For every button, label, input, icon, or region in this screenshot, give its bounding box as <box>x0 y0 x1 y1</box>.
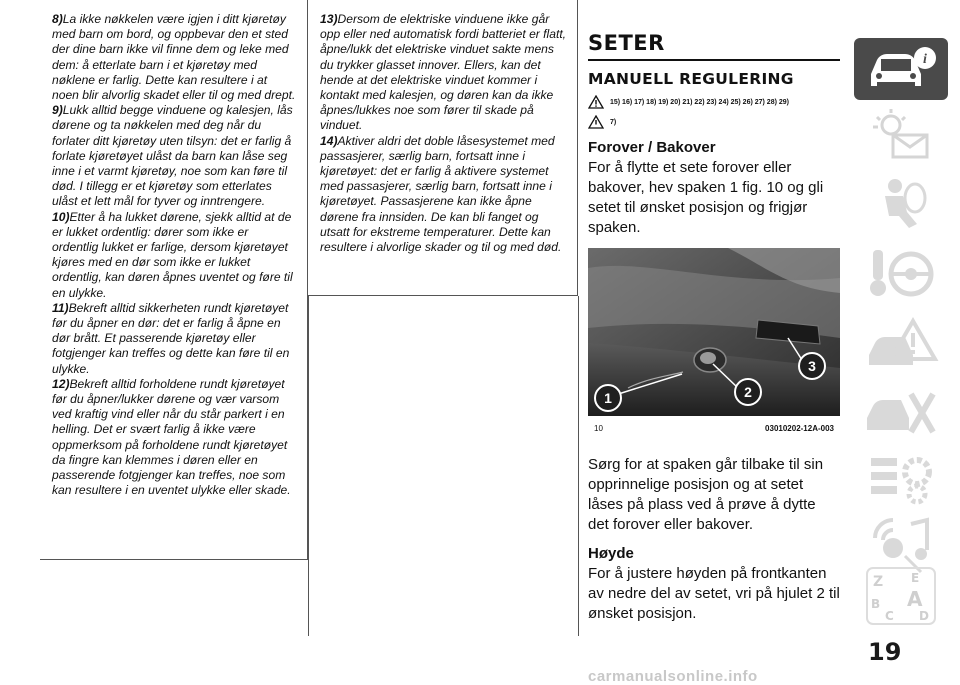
tab-key-steering[interactable] <box>854 238 948 308</box>
column-divider <box>308 296 309 636</box>
tab-index[interactable] <box>854 560 948 630</box>
warning-crash-icon <box>861 315 941 375</box>
tab-warning-crash[interactable] <box>854 312 948 378</box>
svg-text:E: E <box>911 571 920 585</box>
caution-ref-list: 7) <box>610 118 617 126</box>
tab-airbag-safety[interactable] <box>854 170 948 234</box>
forward-backward-heading: Forover / Bakover <box>588 139 716 156</box>
page-number: 19 <box>868 638 902 666</box>
section-title: SETER <box>588 31 840 61</box>
note-11: 11)Bekreft alltid sikkerheten rundt kjøretøyet før du åpner en dør: det er farlig å åpne en dør brått. Et passerende kjøretøy eller fotgjenger kan treffes og dette kan føre til en ulykke. <box>52 300 290 376</box>
seat-figure <box>588 248 840 416</box>
tab-gears-specs[interactable] <box>854 448 948 508</box>
forward-backward-text: For å flytte et sete forover eller bakover, hev spaken 1 fig. 10 og gli setet til ønsket posisjon og frigjør spaken. <box>588 159 824 236</box>
notes-column-1 <box>40 0 308 560</box>
warning-ref-list: 15) 16) 17) 18) 19) 20) 21) 22) 23) 24) 25) 26) 27) 28) 29) <box>610 98 789 106</box>
main-content-column <box>588 0 840 624</box>
gears-specs-icon <box>861 450 941 506</box>
warning-triangle-icon <box>588 95 604 109</box>
caution-icon <box>588 115 604 129</box>
maintenance-tools-icon <box>861 384 941 442</box>
figure-number: 10 <box>594 424 603 433</box>
lever-return-text: Sørg for at spaken går tilbake til sin opprinnelige posisjon og at setet låses på plass ved å prøve å dytte det forover eller bakover. <box>588 456 824 533</box>
svg-text:Z: Z <box>873 574 884 590</box>
note-14: 14)Aktiver aldri det doble låsesystemet med passasjerer, særlig barn, fortsatt inne i kjøretøyet: det er farlig å aktivere systemet med passasjerer, særlig barn, fortsatt inne i kjøretøyet. Passasjerene kan ikke åpne dørene fra innsiden. De kan bli fanget og utsatt for ekstreme temperaturer. Dette kan resultere i alvorlige skader og til og med død. <box>320 133 562 255</box>
key-steering-icon <box>861 240 941 306</box>
note-12: 12)Bekreft alltid forholdene rundt kjøretøyet før du åpner/lukker dørene og vær varsom ved kraftig vind eller når du står parkert i en helling. Det er svært farlig å ikke være oppmerksom på forholdene rundt kjøretøyet da fingre kan klemmes i døren eller en passerende fotgjenger kan treffes, noe som kan resultere i en uventet ulykke eller skade. <box>52 376 291 498</box>
tab-dashboard-lights[interactable] <box>854 104 948 166</box>
svg-text:i: i <box>923 52 927 67</box>
tab-car-info[interactable] <box>854 38 948 100</box>
warning-notes-box-1 <box>40 0 308 560</box>
note-10: 10)Etter å ha lukket dørene, sjekk alltid at de er lukket ordentlig: dører som ikke er ordentlig lukket er farlige, dersom kjøretøyet kjøres med en dør som ikke er lukket ordentlig, kan døren åpnes uventet og føre til en ulykke. <box>52 209 293 300</box>
column-divider <box>578 296 579 636</box>
figure-caption <box>588 424 840 433</box>
callout-3: 3 <box>798 352 826 380</box>
callout-2: 2 <box>734 378 762 406</box>
note-8: 8)La ikke nøkkelen være igjen i ditt kjøretøy med barn om bord, og oppbevar den et sted der dine barn ikke vil finne dem og leke med dem: å etterlate barn i et kjøretøy med nøklene er farlig. Dette kan resultere i at noen blir alvorlig skadet eller til og med drept. <box>52 12 296 103</box>
callout-1: 1 <box>594 384 622 412</box>
chapter-sidebar <box>852 0 950 678</box>
seat-photo <box>588 248 840 416</box>
airbag-safety-icon <box>861 172 941 232</box>
index-letters-icon <box>861 562 941 628</box>
tab-maintenance-tools[interactable] <box>854 382 948 444</box>
caution-references <box>588 115 840 129</box>
dashboard-lights-icon <box>861 107 941 163</box>
note-9: 9)Lukk alltid begge vinduene og kalesjen, lås dørene og ta nøkkelen med deg når du forlater ditt kjøretøy uten tilsyn: det er farlig å forlate kjøretøyet ulåst da barn kan låse seg inne i et varmt kjøretøy, noe som kan føre til død. I tillegg er et kjøretøy som etterlates ulåst et lett mål for tyver og inntrengere. <box>52 103 293 209</box>
watermark: carmanualsonline.info <box>588 668 758 685</box>
car-info-icon <box>861 44 941 94</box>
warning-references <box>588 95 840 109</box>
note-13: 13)Dersom de elektriske vinduene ikke går opp eller ned automatisk fordi batteriet er flatt, åpne/lukk det elektriske vinduet sakte mens du trykker glasset innover. Ellers, kan det hende at det elektriske vinduet kommer i kontakt med kalesjen, og døren kan da ikke åpnes/lukkes noe som fører til skade på vinduet. <box>320 12 567 133</box>
height-heading: Høyde <box>588 545 634 562</box>
svg-text:B: B <box>871 597 881 611</box>
svg-text:A: A <box>907 587 923 611</box>
warning-notes-box-2 <box>308 0 578 296</box>
section-subtitle: MANUELL REGULERING <box>588 70 794 88</box>
svg-text:C: C <box>885 609 894 623</box>
svg-text:D: D <box>919 609 929 623</box>
height-text: For å justere høyden på frontkanten av nedre del av setet, vri på hjulet 2 til ønsket posisjon. <box>588 565 840 622</box>
notes-column-2 <box>308 0 578 296</box>
figure-code: 03010202-12A-003 <box>765 424 834 433</box>
